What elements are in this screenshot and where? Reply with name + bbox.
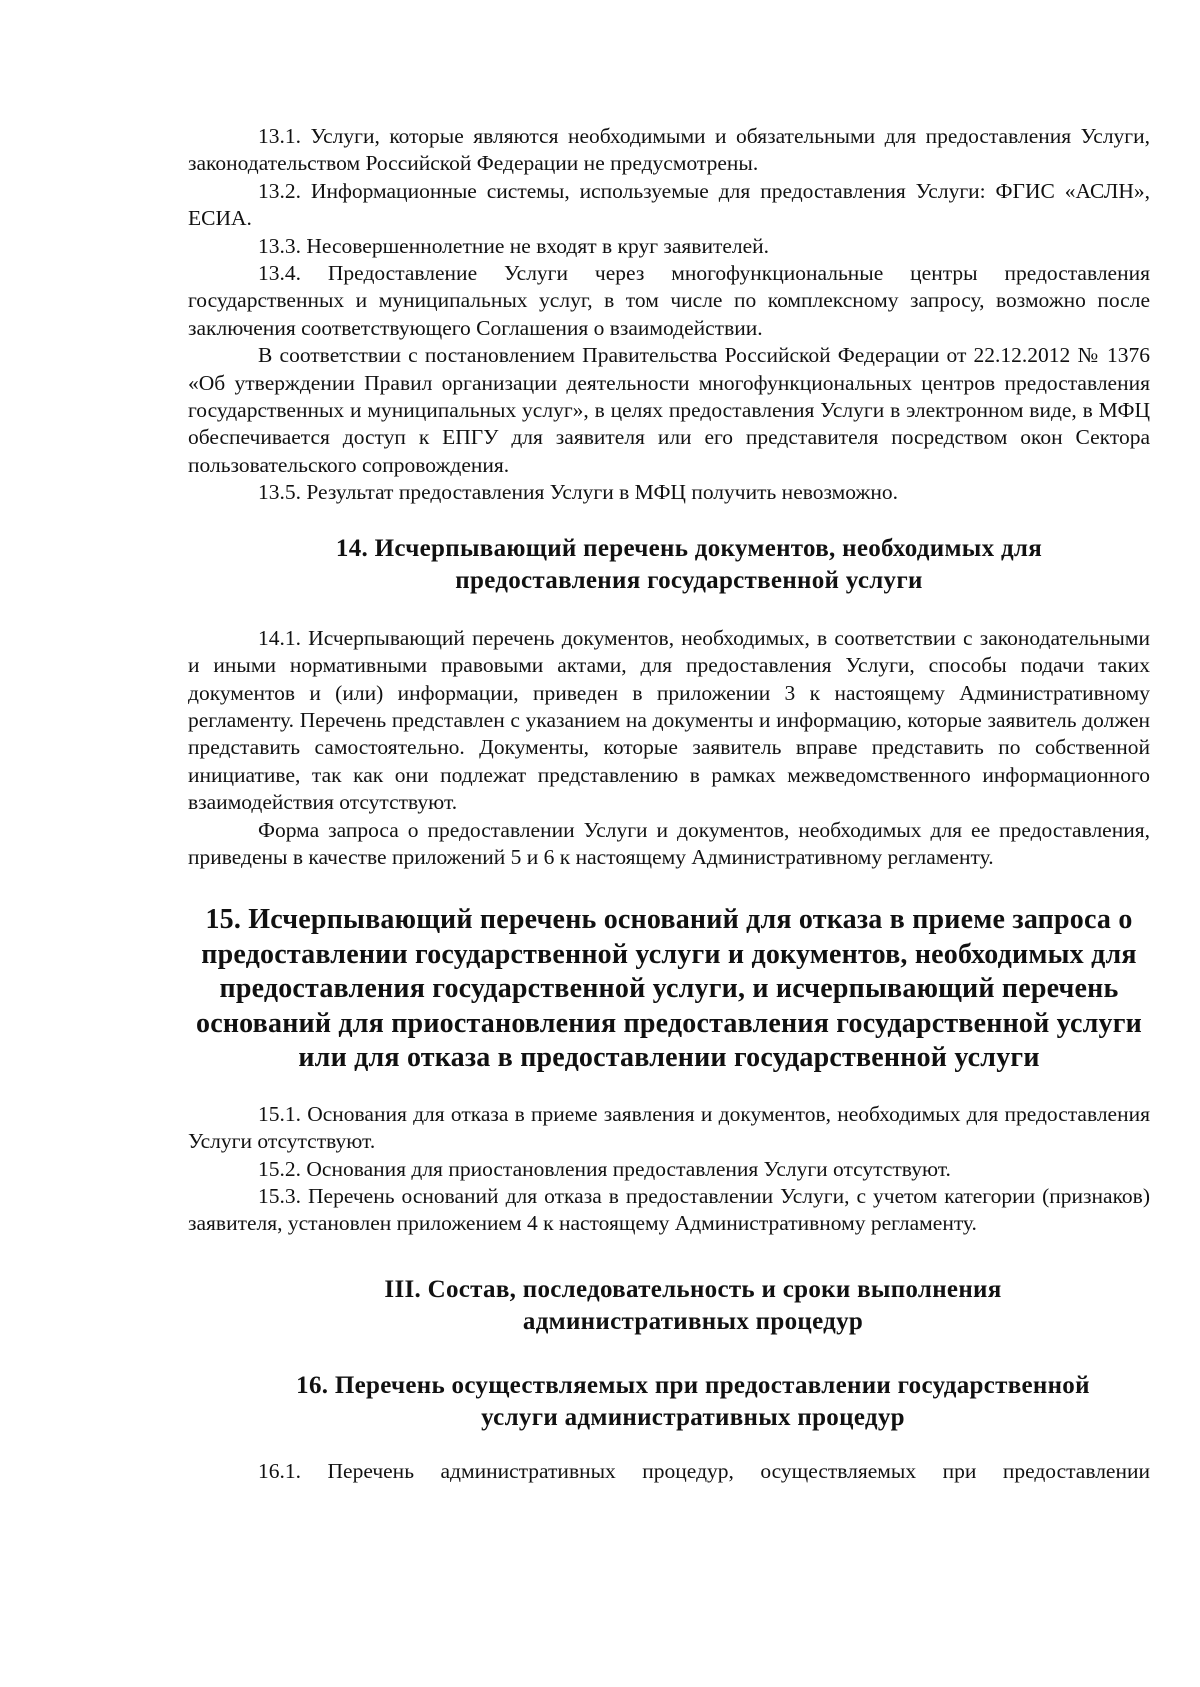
paragraph-14-2: Форма запроса о предоставлении Услуги и документов, необходимых для ее предоставления, приведены в качестве приложений 5 и 6 к настоящему Административному регламенту. (188, 817, 1150, 869)
section-16-heading (188, 1370, 1150, 1434)
paragraph-13-4-mfc: В соответствии с постановлением Правительства Российской Федерации от 22.12.2012 № 1376 «Об утверждении Правил организации деятельности многофункциональных центров предоставления государственных и муниципальных услуг», в целях предоставления Услуги в электронном виде, в МФЦ обеспечивается доступ к ЕПГУ для заявителя или его представителя посредством окон Сектора пользовательского сопровождения. (188, 343, 1150, 477)
heading-line: оснований для приостановления предоставления государственной услуги (196, 1007, 1142, 1039)
section-14-heading (188, 533, 1150, 597)
heading-line: 14. Исчерпывающий перечень документов, необходимых для (335, 534, 1043, 562)
document-body (188, 123, 1150, 1485)
paragraph-13-3: 13.3. Несовершеннолетние не входят в круг заявителей. (258, 233, 770, 258)
paragraph-13-1: 13.1. Услуги, которые являются необходимыми и обязательными для предоставления Услуги, законодательством Российской Федерации не предусмотрены. (188, 124, 1150, 176)
part-3-heading (188, 1274, 1150, 1338)
heading-line: предоставлении государственной услуги и документов, необходимых для (201, 938, 1137, 970)
paragraph-16-1: 16.1. Перечень административных процедур, осуществляемых при предоставлении (258, 1458, 1150, 1483)
paragraph-13-4: 13.4. Предоставление Услуги через многофункциональные центры предоставления государственных и муниципальных услуг, в том числе по комплексному запросу, возможно после заключения соответствующего Соглашения о взаимодействии. (188, 261, 1150, 340)
paragraph-15-3: 15.3. Перечень оснований для отказа в предоставлении Услуги, с учетом категории (признаков) заявителя, установлен приложением 4 к настоящему Административному регламенту. (188, 1184, 1150, 1236)
heading-line: 16. Перечень осуществляемых при предоставлении государственной (296, 1371, 1090, 1399)
section-15-heading (188, 903, 1150, 1076)
heading-line: 15. Исчерпывающий перечень оснований для отказа в приеме запроса о (205, 904, 1133, 936)
heading-line: административных процедур (522, 1307, 864, 1335)
heading-line: услуги административных процедур (481, 1403, 905, 1431)
paragraph-13-2: 13.2. Информационные системы, используемые для предоставления Услуги: ФГИС «АСЛН», ЕСИА. (188, 178, 1150, 231)
heading-line: или для отказа в предоставлении государственной услуги (298, 1042, 1040, 1074)
heading-line: предоставления государственной услуги, и исчерпывающий перечень (219, 973, 1119, 1005)
paragraph-15-2: 15.2. Основания для приостановления предоставления Услуги отсутствуют. (258, 1156, 951, 1181)
paragraph-15-1: 15.1. Основания для отказа в приеме заявления и документов, необходимых для предоставления Услуги отсутствуют. (188, 1101, 1150, 1154)
paragraph-14-1: 14.1. Исчерпывающий перечень документов, необходимых, в соответствии с законодательными и иными нормативными правовыми актами, для предоставления Услуги, способы подачи таких документов и (или) информации, приведен в приложении 3 к настоящему Административному регламенту. Перечень представлен с указанием на документы и информацию, которые заявитель должен представить самостоятельно. Документы, которые заявитель вправе представить по собственной инициативе, так как они подлежат представлению в рамках межведомственного информационного взаимодействия отсутствуют. (188, 625, 1150, 815)
heading-line: предоставления государственной услуги (455, 566, 923, 594)
heading-line: III. Состав, последовательность и сроки выполнения (384, 1275, 1002, 1303)
paragraph-13-5: 13.5. Результат предоставления Услуги в МФЦ получить невозможно. (258, 480, 898, 505)
